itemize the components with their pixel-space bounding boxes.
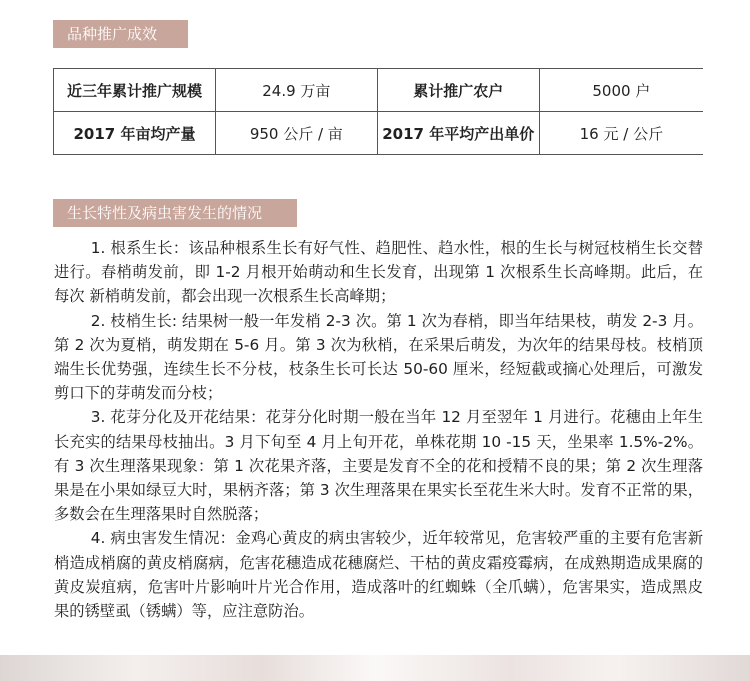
table-row — [54, 69, 704, 112]
section-title-growth: 生长特性及病虫害发生的情况 — [53, 199, 297, 227]
decorative-footer-strip — [0, 655, 750, 681]
paragraph-root-growth: 1. 根系生长：该品种根系生长有好气性、趋肥性、趋水性，根的生长与树冠枝梢生长交替进行。春梢萌发前，即 1-2 月根开始萌动和生长发育，出现第 1 次根系生长高峰期。此后，在每次 新梢萌发前，都会出现一次根系生长高峰期； — [54, 239, 703, 306]
section-title-promotion: 品种推广成效 — [53, 20, 188, 48]
table-cell-label: 2017 年平均产出单价 — [377, 112, 539, 155]
table-row — [54, 112, 704, 155]
paragraph-flowering-fruiting: 3. 花芽分化及开花结果：花芽分化时期一般在当年 12 月至翌年 1 月进行。花穗由上年生长充实的结果母枝抽出。3 月下旬至 4 月上旬开花，单株花期 10 -15 天，坐果率 1.5%-2%。有 3 次生理落果现象：第 1 次花果齐落，主要是发育不全的花和授精不良的果；第 2 次生理落果是在小果如绿豆大时，果柄齐落；第 3 次生理落果在果实长至花生米大时。发育不正常的果，多数会在生理落果时自然脱落； — [54, 408, 703, 524]
table-cell-value: 5000 户 — [539, 69, 703, 112]
table-cell-value: 16 元 / 公斤 — [539, 112, 703, 155]
table-cell-label: 近三年累计推广规模 — [54, 69, 216, 112]
paragraph-pests-diseases: 4. 病虫害发生情况：金鸡心黄皮的病虫害较少，近年较常见，危害较严重的主要有危害新梢造成梢腐的黄皮梢腐病，危害花穗造成花穗腐烂、干枯的黄皮霜疫霉病，在成熟期造成果腐的黄皮炭疽病，危害叶片影响叶片光合作用，造成落叶的红蜘蛛（全爪螨），危害果实，造成黑皮果的锈壁虱（锈螨）等，应注意防治。 — [54, 529, 703, 621]
table-cell-value: 950 公斤 / 亩 — [215, 112, 377, 155]
table-cell-label: 累计推广农户 — [377, 69, 539, 112]
table-cell-label: 2017 年亩均产量 — [54, 112, 216, 155]
paragraph-shoot-growth: 2. 枝梢生长: 结果树一般一年发梢 2-3 次。第 1 次为春梢，即当年结果枝，萌发 2-3 月。第 2 次为夏梢，萌发期在 5-6 月。第 3 次为秋梢，在采果后萌发，为次年的结果母枝。枝梢顶端生长优势强，连续生长不分枝，枝条生长可长达 50-60 厘米，经短截或摘心处理后，可激发剪口下的芽萌发而分枝； — [54, 311, 703, 403]
promotion-stats-table — [53, 68, 703, 155]
table-cell-value: 24.9 万亩 — [215, 69, 377, 112]
growth-description — [54, 236, 703, 623]
